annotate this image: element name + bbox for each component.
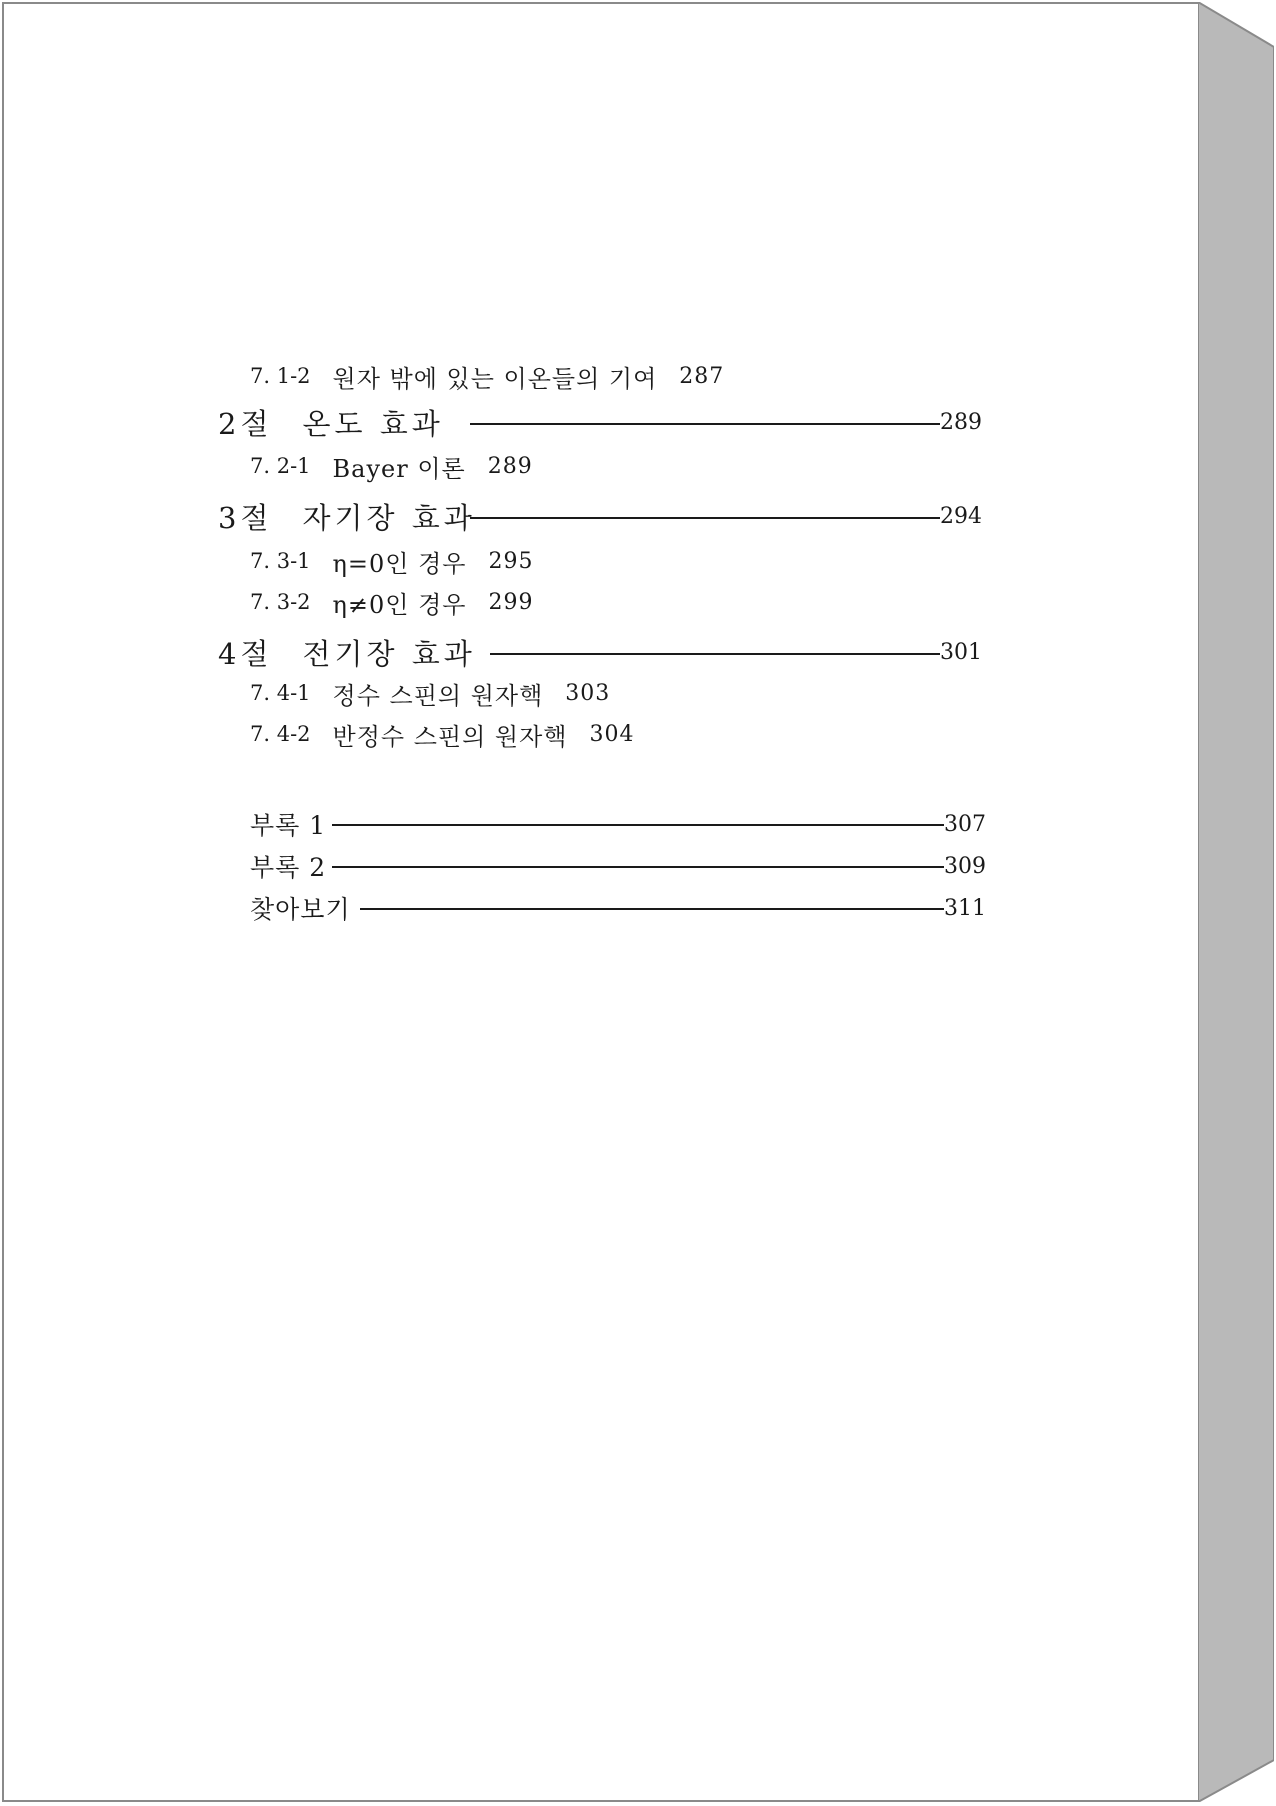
index-page: 311 [944, 895, 986, 921]
entry-page: 289 [487, 453, 533, 479]
section-title: 온도 효과 [302, 406, 444, 441]
entry-page: 304 [589, 721, 635, 747]
entry-number: 7. 2-1 [250, 454, 311, 478]
section-title: 전기장 효과 [302, 636, 476, 671]
leader-line [360, 908, 944, 910]
entry-title: η=0인 경우 [332, 549, 467, 578]
appendix-title: 부록 2 [250, 853, 327, 882]
entry-number: 7. 3-1 [250, 549, 311, 573]
entry-page: 287 [679, 363, 725, 389]
toc-entry-7-3-1[interactable] [250, 543, 533, 579]
entry-page: 295 [488, 548, 534, 574]
entry-title: 원자 밖에 있는 이온들의 기여 [332, 364, 658, 393]
toc-section-4[interactable] [218, 634, 476, 670]
toc-entry-7-3-2[interactable] [250, 584, 533, 620]
toc-entry-7-4-2[interactable] [250, 716, 634, 752]
toc-entry-7-2-1[interactable] [250, 448, 533, 484]
toc-appendix-1[interactable] [250, 806, 326, 842]
section-number: 4절 [218, 636, 273, 671]
appendix-page: 307 [944, 811, 986, 837]
section-number: 3절 [218, 500, 273, 535]
entry-number: 7. 1-2 [250, 364, 311, 388]
toc-entry-7-1-2[interactable] [250, 358, 724, 394]
leader-line [470, 517, 940, 519]
leader-line [332, 824, 944, 826]
leader-line [470, 423, 940, 425]
toc-section-2[interactable] [218, 404, 444, 440]
toc-entry-7-4-1[interactable] [250, 675, 610, 711]
appendix-title: 부록 1 [250, 811, 327, 840]
leader-line [490, 653, 940, 655]
entry-number: 7. 3-2 [250, 590, 311, 614]
entry-title: η≠0인 경우 [332, 590, 467, 619]
index-title: 찾아보기 [250, 895, 351, 924]
entry-title: 반정수 스핀의 원자핵 [332, 722, 568, 751]
entry-title: Bayer 이론 [332, 454, 466, 483]
section-page: 294 [940, 503, 982, 529]
entry-page: 299 [488, 589, 534, 615]
leader-line [332, 866, 944, 868]
section-page: 289 [940, 409, 982, 435]
entry-number: 7. 4-1 [250, 681, 311, 705]
entry-title: 정수 스핀의 원자핵 [332, 681, 544, 710]
toc-appendix-2[interactable] [250, 848, 326, 884]
section-page: 301 [940, 639, 982, 665]
section-title: 자기장 효과 [302, 500, 476, 535]
entry-page: 303 [565, 680, 611, 706]
entry-number: 7. 4-2 [250, 722, 311, 746]
appendix-page: 309 [944, 853, 986, 879]
toc-section-3[interactable] [218, 498, 476, 534]
section-number: 2절 [218, 406, 273, 441]
toc-index[interactable] [250, 890, 351, 926]
